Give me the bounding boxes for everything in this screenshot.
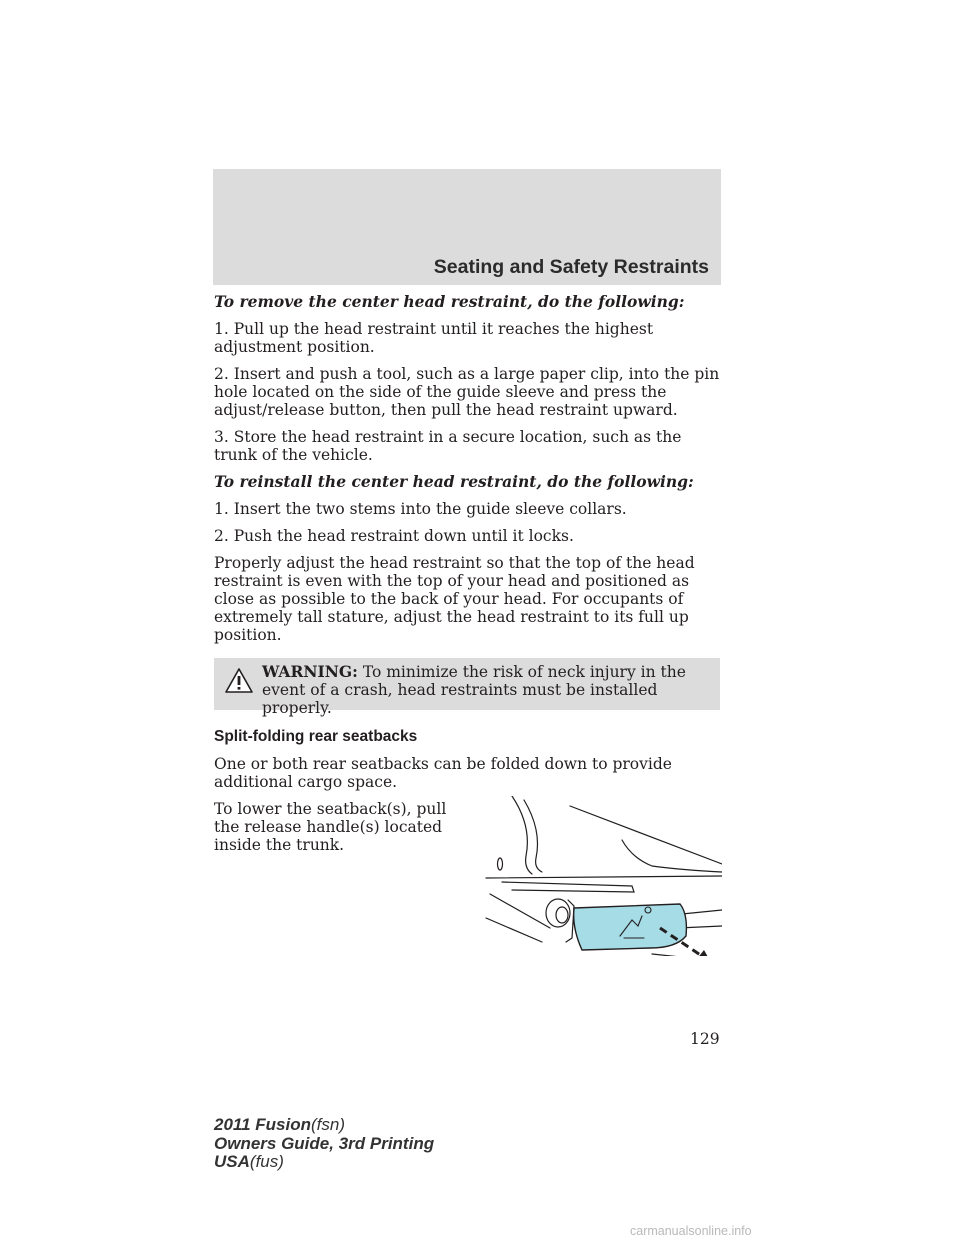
reinstall-step-1: 1. Insert the two stems into the guide sleeve collars. [214,500,627,518]
instruction-row [214,800,720,960]
footer-model-code: (fsn) [311,1115,345,1134]
seatbacks-instruction: To lower the seatback(s), pull the release handle(s) located inside the trunk. [214,800,447,854]
reinstall-heading: To reinstall the center head restraint, do the following: [214,472,694,491]
footer-market-code: (fus) [249,1152,284,1171]
page-content [214,293,720,960]
footer-guide: Owners Guide, 3rd Printing [214,1133,435,1153]
warning-triangle-icon [224,667,254,694]
adjust-paragraph: Properly adjust the head restraint so that the top of the head restraint is even with the top of your head and positioned as close as possible to the back of your head. For occupants of extremely tall stature, adjust the head restraint to its full up position. [214,554,695,644]
trunk-release-handle-illustration [482,796,722,956]
seatbacks-intro: One or both rear seatbacks can be folded down to provide additional cargo space. [214,755,672,791]
seatbacks-heading: Split-folding rear seatbacks [214,728,418,745]
remove-step-3: 3. Store the head restraint in a secure location, such as the trunk of the vehicle. [214,428,682,464]
warning-text: To minimize the risk of neck injury in the event of a crash, head restraints must be installed properly. [262,663,686,717]
footer-line-model [214,1116,434,1135]
remove-step-2: 2. Insert and push a tool, such as a large paper clip, into the pin hole located on the side of the guide sleeve and press the adjust/release button, then pull the head restraint upward. [214,365,720,419]
remove-heading: To remove the center head restraint, do the following: [214,292,685,311]
remove-step-1: 1. Pull up the head restraint until it reaches the highest adjustment position. [214,320,654,356]
page-number: 129 [690,1030,720,1048]
reinstall-step-2: 2. Push the head restraint down until it locks. [214,527,574,545]
warning-label: WARNING: [262,662,358,681]
header-band [213,169,721,285]
footer-market: USA [214,1152,250,1171]
footer-line-market [214,1153,434,1172]
watermark[interactable]: carmanualsonline.info [630,1224,752,1238]
document-footer [214,1116,434,1172]
warning-box [214,658,720,717]
section-title: Seating and Safety Restraints [433,256,709,278]
footer-model: 2011 Fusion [214,1115,311,1134]
